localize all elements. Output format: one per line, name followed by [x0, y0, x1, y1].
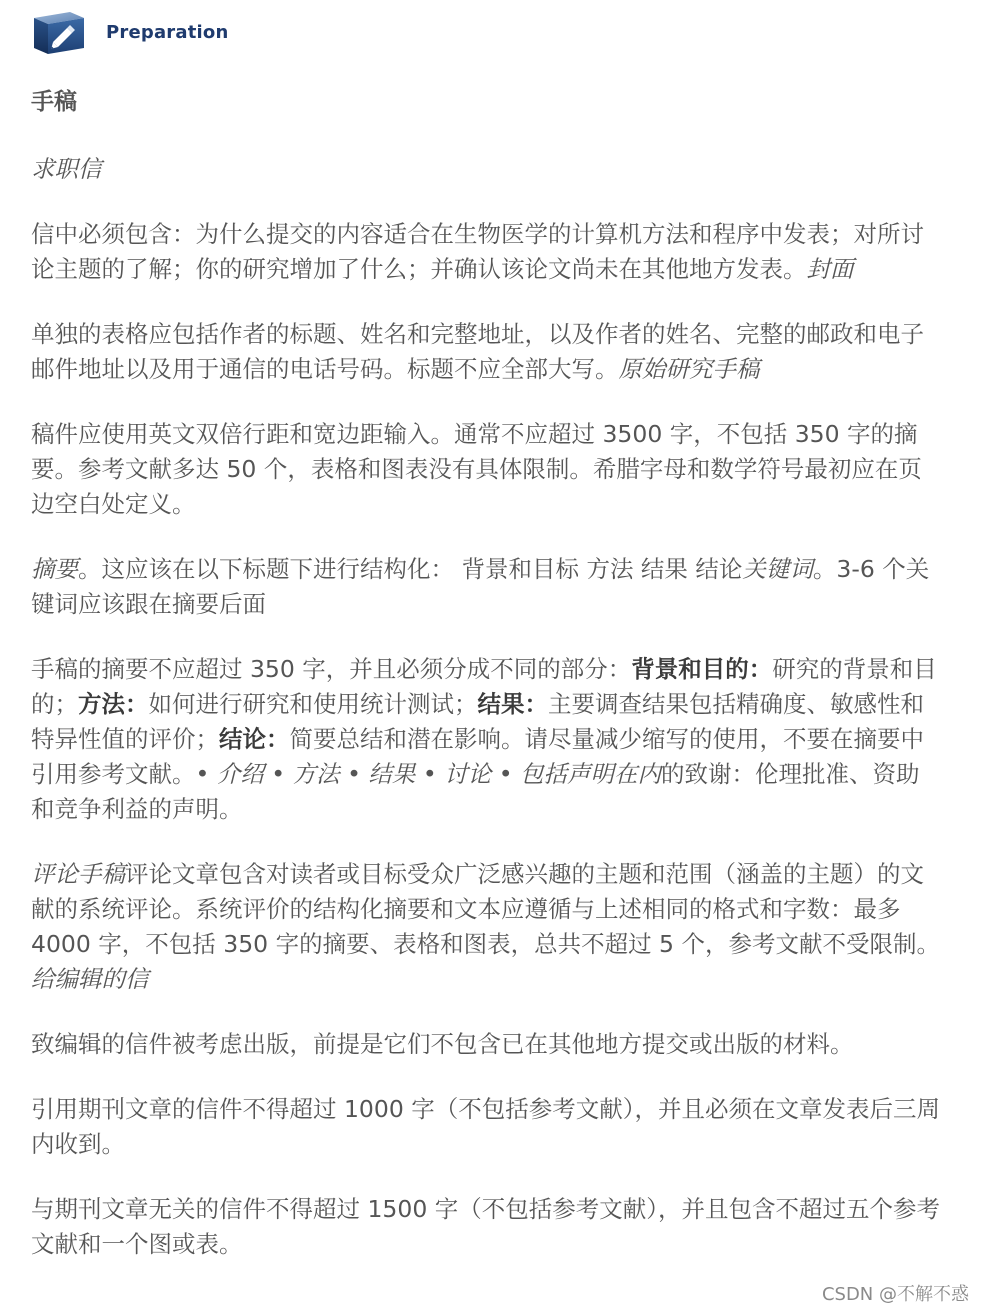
letters-subheading: 给编辑的信 [31, 965, 149, 993]
review-label: 评论手稿 [31, 860, 125, 888]
cover-letter-subheading: 求职信 [31, 155, 102, 183]
citing-letters-paragraph: 引用期刊文章的信件不得超过 1000 字（不包括参考文献），并且必须在文章发表后三周内收到。 [31, 1095, 940, 1158]
original-manuscript-subheading: 原始研究手稿 [618, 355, 760, 383]
article-body [31, 82, 941, 1292]
unrelated-letters-paragraph: 与期刊文章无关的信件不得超过 1500 字（不包括参考文献），并且包含不超过五个参考文献和一个图或表。 [31, 1195, 940, 1258]
page-header [30, 8, 229, 56]
cover-letter-paragraph: 信中必须包含：为什么提交的内容适合在生物医学的计算机方法和程序中发表；对所讨论主题的了解；你的研究增加了什么；并确认该论文尚未在其他地方发表。封面 [31, 220, 924, 283]
abstract-requirements-paragraph: 手稿的摘要不应超过 350 字，并且必须分成不同的部分：背景和目的：研究的背景和目的；方法：如何进行研究和使用统计测试；结果：主要调查结果包括精确度、敏感性和特异性值的评价；结论：简要总结和潜在影响。请尽量减少缩写的使用，不要在摘要中引用参考文献。• 介绍 • 方法 • 结果 • 讨论 • 包括声明在内的致谢：伦理批准、资助和竞争利益的声明。 [31, 655, 937, 823]
csdn-watermark: CSDN @不解不惑 [821, 1284, 969, 1305]
letters-paragraph: 致编辑的信件被考虑出版，前提是它们不包含已在其他地方提交或出版的材料。 [31, 1030, 854, 1058]
keywords-label: 关键词 [742, 555, 813, 583]
cover-page-paragraph: 单独的表格应包括作者的标题、姓名和完整地址，以及作者的姓名、完整的邮政和电子邮件地址以及用于通信的电话号码。标题不应全部大写。原始研究手稿 [31, 320, 924, 383]
review-manuscript-paragraph: 评论手稿评论文章包含对读者或目标受众广泛感兴趣的主题和范围（涵盖的主题）的文献的系统评论。系统评价的结构化摘要和文本应遵循与上述相同的格式和字数：最多 4000 字，不包括 350 字的摘要、表格和图表，总共不超过 5 个，参考文献不受限制。给编辑的信 [31, 860, 940, 993]
original-manuscript-paragraph: 稿件应使用英文双倍行距和宽边距输入。通常不应超过 3500 字，不包括 350 字的摘要。参考文献多达 50 个，表格和图表没有具体限制。希腊字母和数学符号最初应在页边空白处定义。 [31, 420, 922, 518]
section-heading-manuscript: 手稿 [31, 89, 77, 115]
abstract-label: 摘要 [31, 555, 78, 583]
section-bullets: • 介绍 • 方法 • 结果 • 讨论 • 包括声明在内 [195, 760, 662, 788]
abstract-structure-paragraph: 摘要。这应该在以下标题下进行结构化： 背景和目标 方法 结果 结论关键词。3-6 个关键词应该跟在摘要后面 [31, 555, 930, 618]
edit-pencil-cube-icon [30, 8, 86, 56]
cover-page-subheading: 封面 [806, 255, 854, 283]
header-title: Preparation [106, 21, 229, 43]
